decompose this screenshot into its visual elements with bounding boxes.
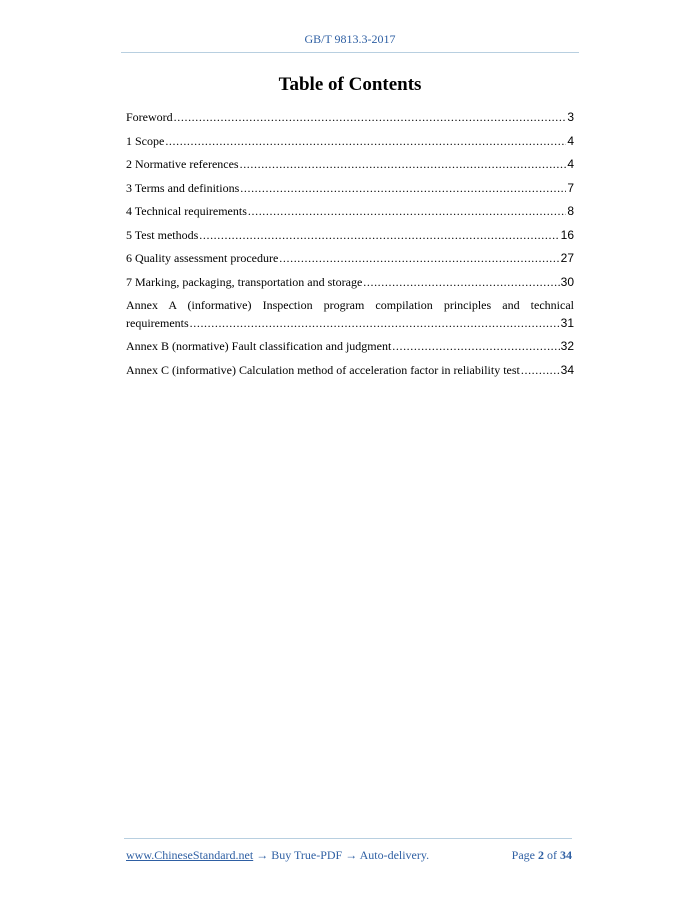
- toc-entry-scope[interactable]: [126, 133, 574, 157]
- toc-entry-foreword[interactable]: [126, 109, 574, 133]
- toc-entry-title: Foreword: [126, 110, 173, 124]
- promo-text: → Buy True-PDF → Auto-delivery.: [256, 848, 430, 862]
- toc-entry-page: 27: [560, 251, 574, 265]
- toc-entry-page: 4: [567, 157, 574, 171]
- toc-entry-technical-requirements[interactable]: [126, 203, 574, 227]
- toc-entry-title-continued: requirements: [126, 316, 189, 330]
- dot-leader: [190, 315, 560, 332]
- dot-leader: [174, 109, 567, 126]
- toc-entry-page: 30: [560, 274, 574, 289]
- dot-leader: [392, 338, 559, 355]
- dot-leader: [248, 203, 566, 220]
- dot-leader: [363, 274, 559, 291]
- toc-entry-title: Annex B (normative) Fault classification and judgment: [126, 339, 392, 353]
- dot-leader: [165, 133, 566, 150]
- running-header: GB/T 9813.3-2017: [304, 32, 396, 46]
- toc-entry-title: Annex C (informative) Calculation method of acceleration factor in reliability test: [126, 362, 520, 377]
- toc-entry-title: 2 Normative references: [126, 157, 239, 171]
- page-label: Page: [511, 848, 535, 862]
- toc-entry-page: 32: [560, 339, 574, 353]
- toc-entry-test-methods[interactable]: [126, 227, 574, 251]
- toc-entry-marking-packaging[interactable]: [126, 274, 574, 298]
- dot-leader: [240, 180, 566, 197]
- dot-leader: [199, 227, 559, 244]
- toc-entry-page: 4: [567, 133, 574, 148]
- toc-entry-quality-assessment[interactable]: [126, 250, 574, 274]
- toc-entry-annex-c[interactable]: [126, 362, 574, 386]
- page-footer: [126, 848, 572, 863]
- page-of-label: of: [547, 848, 557, 862]
- page-total: 34: [560, 848, 572, 862]
- toc-entry-title: Annex A (informative) Inspection program compilation principles and technical: [126, 298, 574, 312]
- toc-entry-page: 7: [567, 180, 574, 195]
- site-link[interactable]: www.ChineseStandard.net: [126, 848, 254, 862]
- header-divider: [121, 52, 579, 53]
- toc-entry-page: 31: [560, 316, 574, 330]
- page-current: 2: [538, 848, 544, 862]
- table-of-contents: [126, 109, 574, 385]
- page-number: [512, 848, 572, 863]
- toc-entry-title: 6 Quality assessment procedure: [126, 251, 279, 265]
- dot-leader: [240, 156, 567, 173]
- toc-entry-annex-b[interactable]: [126, 338, 574, 362]
- toc-entry-terms-and-definitions[interactable]: [126, 180, 574, 204]
- dot-leader: [521, 362, 560, 379]
- toc-entry-title: 7 Marking, packaging, transportation and storage: [126, 274, 363, 289]
- footer-left: [126, 848, 429, 863]
- dot-leader: [279, 250, 559, 267]
- page-title: Table of Contents: [278, 74, 422, 95]
- toc-entry-page: 34: [560, 362, 574, 377]
- toc-entry-page: 3: [567, 110, 574, 124]
- toc-entry-title: 5 Test methods: [126, 227, 199, 242]
- toc-entry-page: 16: [560, 227, 574, 242]
- toc-entry-title: 3 Terms and definitions: [126, 180, 240, 195]
- toc-entry-normative-references[interactable]: [126, 156, 574, 180]
- toc-entry-annex-a[interactable]: [126, 297, 574, 338]
- toc-entry-page: 8: [567, 204, 574, 218]
- toc-entry-title: 4 Technical requirements: [126, 204, 247, 218]
- toc-entry-title: 1 Scope: [126, 133, 165, 148]
- footer-divider: [124, 838, 572, 839]
